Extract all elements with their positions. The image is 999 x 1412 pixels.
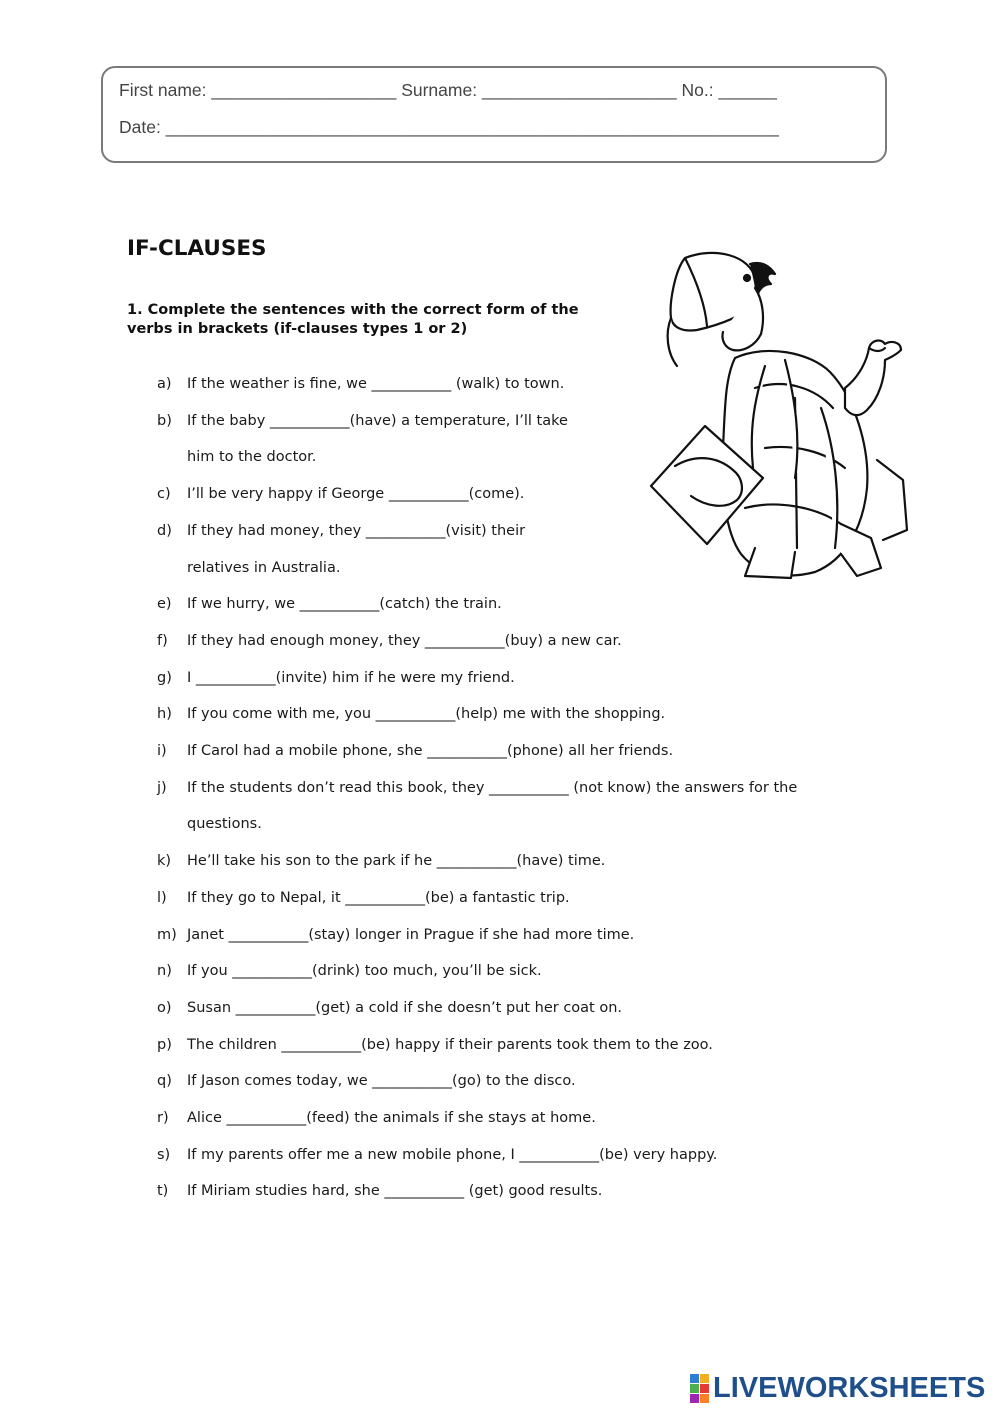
exercise-continuation: questions. bbox=[187, 816, 262, 832]
exercise-item bbox=[157, 778, 797, 798]
first-name-label: First name: bbox=[119, 80, 207, 100]
exercise-sentence[interactable]: If my parents offer me a new mobile phone, I ___________(be) very happy. bbox=[187, 1147, 718, 1163]
exercise-sentence[interactable]: If we hurry, we ___________(catch) the train. bbox=[187, 596, 502, 612]
exercise-letter: g) bbox=[157, 670, 172, 686]
exercise-sentence[interactable]: If the weather is fine, we ___________ (walk) to town. bbox=[187, 376, 565, 392]
date-field[interactable]: _______________________________________________________________ bbox=[165, 117, 779, 137]
logo-mark-icon bbox=[690, 1374, 709, 1403]
exercise-sentence[interactable]: He’ll take his son to the park if he ___________(have) time. bbox=[187, 853, 606, 869]
exercise-sentence[interactable]: If they had enough money, they ___________(buy) a new car. bbox=[187, 633, 622, 649]
exercise-sentence[interactable]: If Carol had a mobile phone, she ___________(phone) all her friends. bbox=[187, 743, 674, 759]
exercise-sentence[interactable]: If Jason comes today, we ___________(go) to the disco. bbox=[187, 1073, 576, 1089]
date-label: Date: bbox=[119, 117, 161, 137]
exercise-item bbox=[157, 1035, 713, 1055]
exercise-continuation: relatives in Australia. bbox=[187, 560, 341, 576]
exercise-item bbox=[157, 484, 524, 504]
exercise-letter: o) bbox=[157, 1000, 172, 1016]
exercise-item bbox=[157, 668, 515, 688]
exercise-letter: q) bbox=[157, 1073, 172, 1089]
exercise-sentence[interactable]: If you come with me, you ___________(help) me with the shopping. bbox=[187, 706, 666, 722]
exercise-sentence[interactable]: The children ___________(be) happy if their parents took them to the zoo. bbox=[187, 1037, 713, 1053]
exercise-item bbox=[157, 1181, 602, 1201]
exercise-item bbox=[157, 521, 525, 541]
name-line bbox=[119, 80, 777, 101]
first-name-field[interactable]: ___________________ bbox=[211, 80, 397, 100]
exercise-item bbox=[157, 925, 634, 945]
exercise-letter: c) bbox=[157, 486, 171, 502]
exercise-sentence[interactable]: Alice ___________(feed) the animals if she stays at home. bbox=[187, 1110, 596, 1126]
exercise-letter: b) bbox=[157, 413, 172, 429]
number-field[interactable]: ______ bbox=[718, 80, 777, 100]
exercise-item bbox=[157, 1108, 596, 1128]
number-label: No.: bbox=[681, 80, 714, 100]
exercise-letter: t) bbox=[157, 1183, 169, 1199]
exercise-continuation: him to the doctor. bbox=[187, 449, 317, 465]
liveworksheets-logo bbox=[690, 1372, 985, 1405]
exercise-letter: f) bbox=[157, 633, 168, 649]
exercise-sentence[interactable]: Susan ___________(get) a cold if she doesn’t put her coat on. bbox=[187, 1000, 623, 1016]
exercise-sentence[interactable]: If you ___________(drink) too much, you’ll be sick. bbox=[187, 963, 542, 979]
exercise-sentence[interactable]: If the baby ___________(have) a temperature, I’ll take bbox=[187, 413, 568, 429]
exercise-letter: p) bbox=[157, 1037, 172, 1053]
exercise-sentence[interactable]: If they go to Nepal, it ___________(be) a fantastic trip. bbox=[187, 890, 570, 906]
exercise-letter: l) bbox=[157, 890, 167, 906]
date-line bbox=[119, 117, 779, 138]
exercise-item bbox=[157, 374, 564, 394]
exercise-letter: j) bbox=[157, 780, 167, 796]
exercise-item bbox=[157, 741, 673, 761]
exercise-letter: i) bbox=[157, 743, 167, 759]
exercise-letter: k) bbox=[157, 853, 172, 869]
exercise-letter: h) bbox=[157, 706, 172, 722]
exercise-item bbox=[157, 851, 605, 871]
exercise-item bbox=[157, 888, 570, 908]
exercise-letter: n) bbox=[157, 963, 172, 979]
exercise-item bbox=[157, 998, 622, 1018]
exercise-sentence[interactable]: I ___________(invite) him if he were my friend. bbox=[187, 670, 515, 686]
exercise-letter: d) bbox=[157, 523, 172, 539]
surname-field[interactable]: ____________________ bbox=[481, 80, 677, 100]
exercise-letter: e) bbox=[157, 596, 172, 612]
exercise-sentence[interactable]: If Miriam studies hard, she ___________ (get) good results. bbox=[187, 1183, 603, 1199]
exercise-item bbox=[157, 411, 568, 431]
exercise-letter: m) bbox=[157, 927, 177, 943]
exercise-item bbox=[157, 594, 502, 614]
logo-text: LIVEWORKSHEETS bbox=[713, 1372, 986, 1404]
exercise-item bbox=[157, 1071, 576, 1091]
worksheet-title: IF-CLAUSES bbox=[127, 236, 267, 261]
exercise-instruction: 1. Complete the sentences with the correct form of the verbs in brackets (if-clauses types 1 or 2) bbox=[127, 302, 579, 337]
exercise-letter: s) bbox=[157, 1147, 171, 1163]
student-info-box bbox=[101, 66, 887, 163]
exercise-letter: r) bbox=[157, 1110, 169, 1126]
surname-label: Surname: bbox=[401, 80, 478, 100]
exercise-item bbox=[157, 1145, 717, 1165]
exercise-sentence[interactable]: I’ll be very happy if George ___________(come). bbox=[187, 486, 525, 502]
exercise-letter: a) bbox=[157, 376, 172, 392]
exercise-sentence[interactable]: If they had money, they ___________(visit) their bbox=[187, 523, 526, 539]
exercise-item bbox=[157, 704, 665, 724]
backpacker-illustration bbox=[645, 248, 910, 580]
exercise-sentence[interactable]: Janet ___________(stay) longer in Prague if she had more time. bbox=[187, 927, 635, 943]
exercise-item bbox=[157, 631, 622, 651]
exercise-sentence[interactable]: If the students don’t read this book, they ___________ (not know) the answers for the bbox=[187, 780, 798, 796]
exercise-item bbox=[157, 961, 542, 981]
